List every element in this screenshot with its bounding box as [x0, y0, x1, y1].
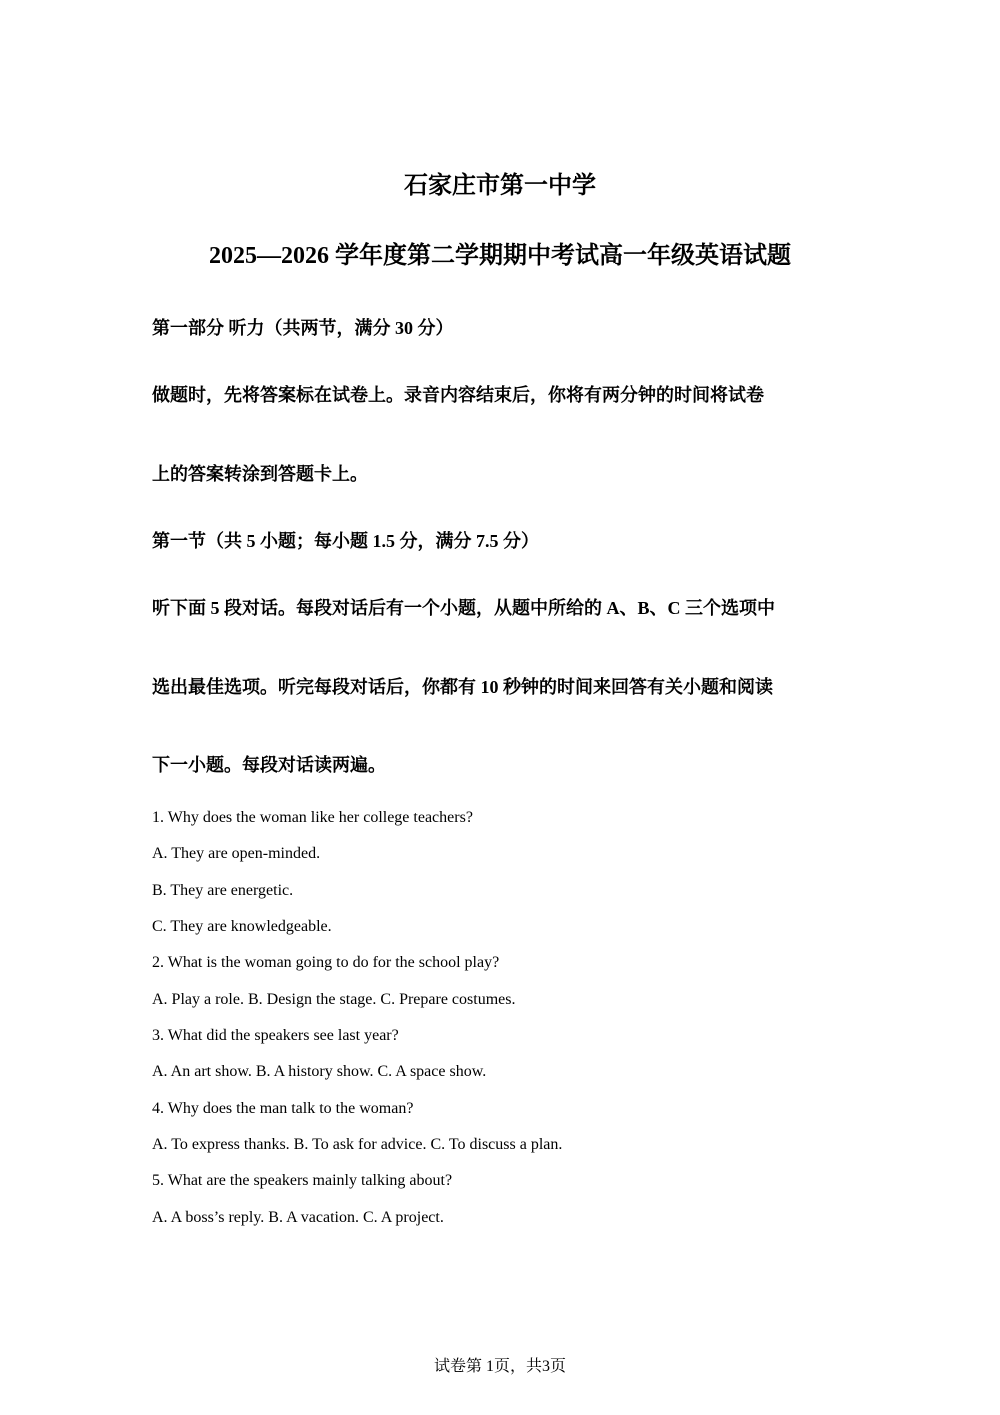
option-line: A. To express thanks. B. To ask for advice. C. To discuss a plan.	[152, 1136, 563, 1153]
school-name: 石家庄市第一中学	[404, 171, 596, 199]
part1-heading: 第一部分 听力（共两节，满分 30 分）	[152, 318, 454, 338]
part1-instructions-line1: 做题时，先将答案标在试卷上。录音内容结束后，你将有两分钟的时间将试卷	[152, 385, 764, 405]
section1-directions-line3: 下一小题。每段对话读两遍。	[152, 755, 386, 775]
question-line: 2. What is the woman going to do for the school play?	[152, 954, 500, 971]
question-line: 3. What did the speakers see last year?	[152, 1027, 399, 1044]
option-line: A. A boss’s reply. B. A vacation. C. A project.	[152, 1209, 444, 1226]
section1-directions-line2: 选出最佳选项。听完每段对话后，你都有 10 秒钟的时间来回答有关小题和阅读	[152, 677, 773, 697]
part1-instructions-line2: 上的答案转涂到答题卡上。	[152, 464, 368, 484]
option-line: A. They are open-minded.	[152, 845, 321, 862]
question-line: 5. What are the speakers mainly talking about?	[152, 1172, 453, 1189]
question-line: 4. Why does the man talk to the woman?	[152, 1100, 414, 1117]
option-line: C. They are knowledgeable.	[152, 918, 332, 935]
section1-directions-line1: 听下面 5 段对话。每段对话后有一个小题，从题中所给的 A、B、C 三个选项中	[152, 598, 776, 618]
section1-heading: 第一节（共 5 小题；每小题 1.5 分，满分 7.5 分）	[152, 531, 539, 551]
option-line: B. They are energetic.	[152, 882, 294, 899]
question-line: 1. Why does the woman like her college teachers?	[152, 809, 473, 826]
exam-title: 2025—2026 学年度第二学期期中考试高一年级英语试题	[209, 243, 791, 269]
option-line: A. Play a role. B. Design the stage. C. Prepare costumes.	[152, 991, 516, 1008]
page-footer: 试卷第 1页，共3页	[433, 1358, 566, 1375]
option-line: A. An art show. B. A history show. C. A space show.	[152, 1063, 487, 1080]
